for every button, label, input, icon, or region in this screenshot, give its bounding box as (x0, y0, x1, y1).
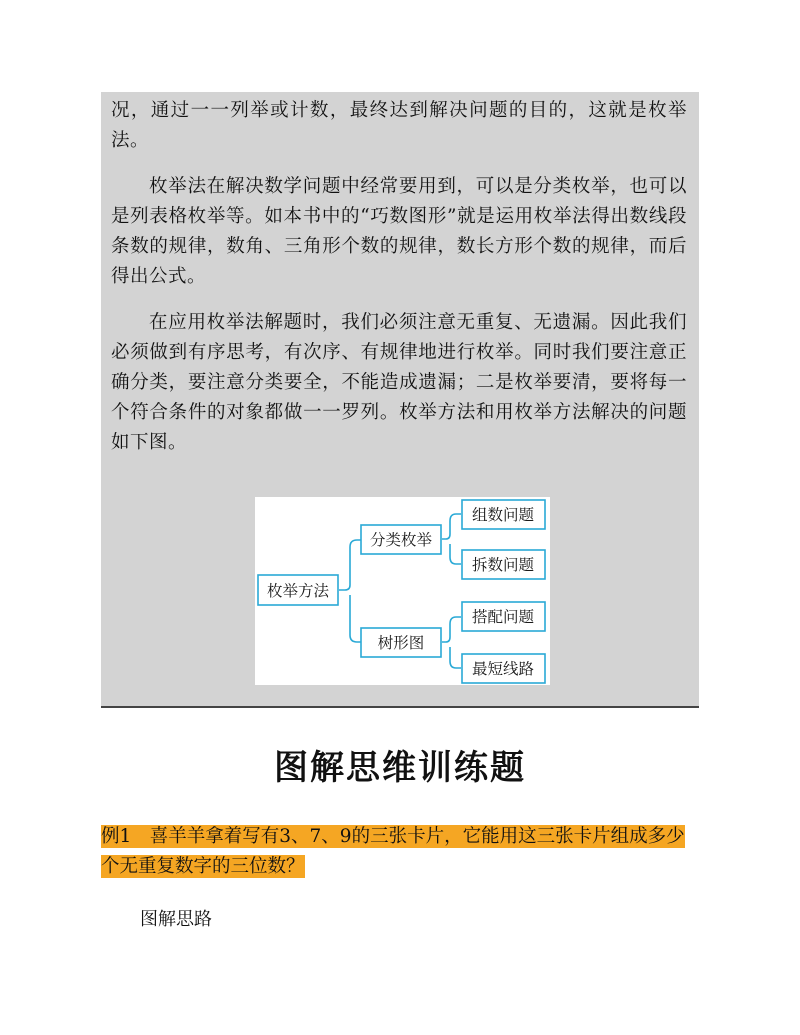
node-leaf-2 (462, 550, 545, 579)
intro-paragraph-2: 枚举法在解决数学问题中经常要用到，可以是分类枚举，也可以是列表格枚举等。如本书中的“巧数图形”就是运用枚举法得出数线段条数的规律，数角、三角形个数的规律，数长方形个数的规律，而后得出公式。 (111, 176, 687, 287)
node-branch-2 (361, 628, 441, 657)
node-root (258, 575, 338, 605)
node-leaf-4-label: 最短线路 (471, 660, 535, 678)
node-branch-1-label: 分类枚举 (369, 531, 433, 549)
solution-subheading: 图解思路 (140, 909, 212, 930)
node-leaf-2-label: 拆数问题 (471, 556, 535, 574)
node-leaf-3 (462, 602, 545, 631)
section-title: 图解思维训练题 (274, 748, 526, 788)
node-leaf-3-label: 搭配问题 (471, 608, 535, 626)
enumeration-method-diagram (255, 497, 550, 685)
node-branch-2-label: 树形图 (377, 634, 425, 652)
box-bottom-rule (101, 706, 699, 708)
node-root-label: 枚举方法 (266, 582, 330, 600)
brace-branch-2 (442, 617, 461, 668)
node-branch-1 (361, 525, 441, 554)
node-leaf-4 (462, 654, 545, 683)
brace-branch-1 (442, 514, 461, 564)
example-1 (101, 822, 699, 882)
node-leaf-1 (462, 500, 545, 529)
brace-root (339, 540, 361, 642)
example-1-highlight: 例1 喜羊羊拿着写有3、7、9的三张卡片，它能用这三张卡片组成多少个无重复数字的三位数？ (101, 826, 685, 877)
intro-paragraph-1: 况，通过一一列举或计数，最终达到解决问题的目的，这就是枚举法。 (111, 100, 687, 151)
intro-paragraph-3: 在应用枚举法解题时，我们必须注意无重复、无遗漏。因此我们必须做到有序思考，有次序、有规律地进行枚举。同时我们要注意正确分类，要注意分类要全，不能造成遗漏；二是枚举要清，要将每一个符合条件的对象都做一一罗列。枚举方法和用枚举方法解决的问题如下图。 (111, 312, 687, 453)
node-leaf-1-label: 组数问题 (471, 506, 535, 524)
